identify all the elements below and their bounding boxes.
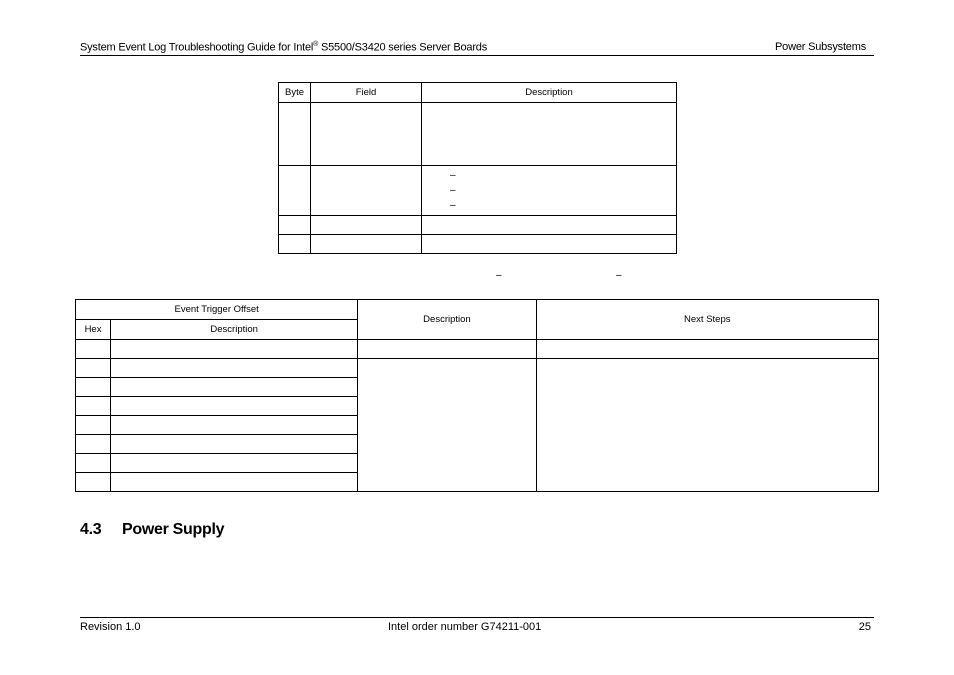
table-cell [311,103,422,166]
dash-item: – [450,170,456,181]
table-row [76,359,879,378]
table-row [279,216,677,235]
table-cell [279,235,311,254]
dash-item: – [450,185,456,196]
table-header-row [76,300,879,320]
table-cell [76,435,111,454]
footer-revision: Revision 1.0 [80,621,141,633]
table-cell [279,216,311,235]
table-row [279,235,677,254]
table-cell [279,103,311,166]
table-row [76,340,879,359]
table-row [279,103,677,166]
table-cell [76,378,111,397]
table-row [279,166,677,216]
caption-dash: – [616,270,622,281]
table-cell [358,340,536,359]
table-header-row [279,83,677,103]
merged-description-cell [358,359,536,492]
table-cell [111,359,358,378]
col-header-event-trigger-offset: Event Trigger Offset [76,300,358,320]
table-cell [536,340,878,359]
table-cell [76,359,111,378]
header-title-prefix: System Event Log Troubleshooting Guide for Intel [80,41,314,54]
table-cell [111,454,358,473]
footer-page-number: 25 [858,621,871,633]
col-header-field: Field [311,83,422,103]
table-cell [76,416,111,435]
dash-item: – [450,200,456,211]
col-header-byte: Byte [279,83,311,103]
col-header-description: Description [358,300,536,340]
col-header-next-steps: Next Steps [536,300,878,340]
table-cell [279,166,311,216]
table-cell [311,166,422,216]
table-cell [111,435,358,454]
table-cell [111,378,358,397]
header-rule [80,55,874,56]
section-heading [80,521,224,539]
table-cell [422,216,677,235]
table-cell [422,103,677,166]
col-header-offset-description: Description [111,320,358,340]
event-trigger-table [75,299,879,492]
merged-next-steps-cell [536,359,878,492]
byte-field-table [278,82,677,254]
table-cell [111,340,358,359]
table-cell [111,416,358,435]
table-cell [76,397,111,416]
table-cell [311,235,422,254]
table-cell [311,216,422,235]
header-section: Power Subsystems [775,41,866,53]
caption-dash: – [496,270,502,281]
header-title [80,41,487,54]
section-number: 4.3 [80,521,102,538]
table-cell [76,454,111,473]
footer-rule [80,617,874,618]
dash-list-cell [422,166,677,216]
table-cell [111,473,358,492]
table-cell [111,397,358,416]
registered-mark: ® [313,41,319,48]
table-cell [76,340,111,359]
section-title: Power Supply [122,521,225,538]
footer-order-number: Intel order number G74211-001 [388,621,542,633]
col-header-hex: Hex [76,320,111,340]
header-title-suffix: S5500/S3420 series Server Boards [318,41,488,54]
col-header-description: Description [422,83,677,103]
table-cell [422,235,677,254]
table-cell [76,473,111,492]
